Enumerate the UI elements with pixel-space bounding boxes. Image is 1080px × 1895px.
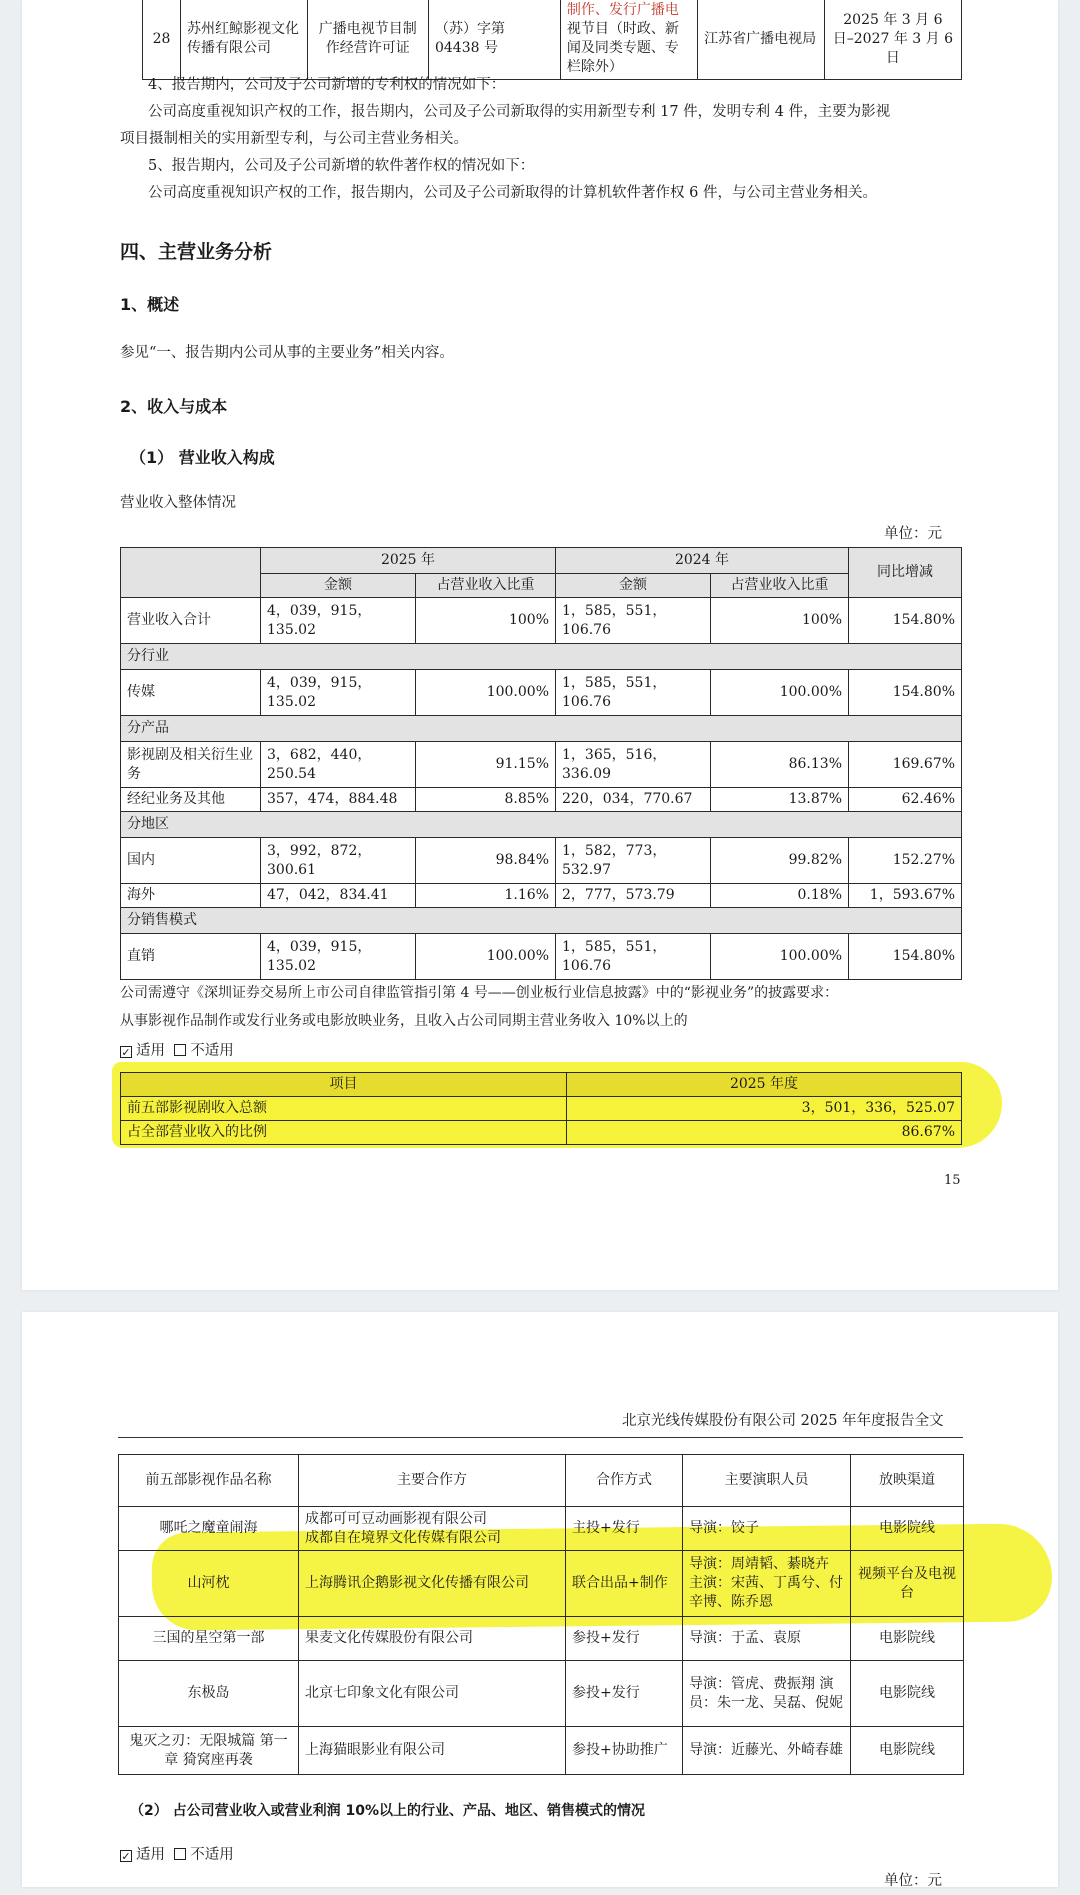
- table-row: [121, 788, 962, 812]
- running-header: 北京光线传媒股份有限公司 2025 年年度报告全文: [622, 1413, 944, 1429]
- table-row: [121, 934, 962, 980]
- row-label: 影视剧及相关衍生业务: [121, 742, 261, 788]
- ratio-2025: 91.15%: [416, 742, 556, 788]
- amount-2024: 1，585，551，106.76: [556, 934, 711, 980]
- section-region: 分地区: [121, 812, 962, 838]
- table-row: [119, 1727, 964, 1775]
- partner: 上海腾讯企鹅影视文化传播有限公司: [299, 1551, 566, 1617]
- film-name: 鬼灭之刃：无限城篇 第一章 猗窝座再袭: [119, 1727, 299, 1775]
- table-row: [119, 1661, 964, 1727]
- license-number: （苏）字第 04438 号: [428, 0, 560, 80]
- ratio-2025: 8.85%: [416, 788, 556, 812]
- report-page-16: [22, 1312, 1058, 1887]
- ratio-2025: 100.00%: [416, 670, 556, 716]
- income-heading: 2、收入与成本: [120, 397, 228, 416]
- amount-2024: 1，582，773，532.97: [556, 838, 711, 884]
- header-film-name: 前五部影视作品名称: [119, 1455, 299, 1507]
- unit-label: 单位：元: [884, 1873, 942, 1889]
- table-row: [121, 1097, 962, 1121]
- header-year: 2025 年度: [567, 1073, 962, 1097]
- table-row: [119, 1507, 964, 1551]
- header-yoy: 同比增减: [849, 548, 962, 598]
- ratio-2024: 100.00%: [711, 670, 849, 716]
- staff: 导演：管虎、费振翔 演员：朱一龙、吴磊、倪妮: [683, 1661, 851, 1727]
- yoy-change: 169.67%: [849, 742, 962, 788]
- unit-label: 单位：元: [884, 526, 942, 542]
- ratio-2024: 99.82%: [711, 838, 849, 884]
- cooperation-mode: 参投+协助推广: [566, 1727, 683, 1775]
- partner: 北京七印象文化有限公司: [299, 1661, 566, 1727]
- amount-2024: 1，365，516，336.09: [556, 742, 711, 788]
- section-industry: 分行业: [121, 644, 962, 670]
- amount-2025: 47，042，834.41: [261, 884, 416, 908]
- header-2024: 2024 年: [556, 548, 849, 574]
- table-row: [119, 1617, 964, 1661]
- partner-line-2: 成都自在境界文化传媒有限公司: [305, 1529, 501, 1546]
- table-row: [121, 598, 962, 644]
- not-applicable-label: 不适用: [190, 1847, 234, 1863]
- issuing-authority: 江苏省广播电视局: [698, 0, 825, 80]
- table-row: [121, 670, 962, 716]
- ratio-2025: 1.16%: [416, 884, 556, 908]
- company-name: 苏州红鲸影视文化传播有限公司: [180, 0, 307, 80]
- disclosure-line-2: 从事影视作品制作或发行业务或电影放映业务，且收入占公司同期主营业务收入 10%以上的: [120, 1013, 688, 1029]
- partner-line-1: 成都可可豆动画影视有限公司: [305, 1510, 487, 1527]
- row-label: 海外: [121, 884, 261, 908]
- staff: 导演：于孟、袁原: [683, 1617, 851, 1661]
- yoy-change: 154.80%: [849, 598, 962, 644]
- checked-box-icon[interactable]: ✓: [121, 1046, 131, 1059]
- section-heading: 四、主营业务分析: [120, 241, 273, 263]
- ratio-2025: 98.84%: [416, 838, 556, 884]
- subsection-heading: （2） 占公司营业收入或营业利润 10%以上的行业、产品、地区、销售模式的情况: [130, 1803, 645, 1819]
- row-value: 86.67%: [567, 1121, 962, 1145]
- overview-text: 参见“一、报告期内公司从事的主要业务”相关内容。: [120, 345, 454, 361]
- applicability-options: [120, 1038, 234, 1065]
- row-label: 占全部营业收入的比例: [121, 1121, 567, 1145]
- film-name: 哪吒之魔童闹海: [119, 1507, 299, 1551]
- business-scope: [560, 0, 697, 80]
- yoy-change: 154.80%: [849, 934, 962, 980]
- header-item: 项目: [121, 1073, 567, 1097]
- film-name: 三国的星空第一部: [119, 1617, 299, 1661]
- section-product: 分产品: [121, 716, 962, 742]
- row-label: 经纪业务及其他: [121, 788, 261, 812]
- table-row: [121, 742, 962, 788]
- disclosure-line-1: 公司需遵守《深圳证券交易所上市公司自律监管指引第 4 号——创业板行业信息披露》中的“影视业务”的披露要求：: [120, 985, 839, 1001]
- yoy-change: 62.46%: [849, 788, 962, 812]
- channel: 电影院线: [851, 1661, 964, 1727]
- patent-line-2: 项目摄制相关的实用新型专利，与公司主营业务相关。: [120, 131, 468, 147]
- page-number: 15: [944, 1173, 961, 1188]
- applicable-label: 适用: [136, 1847, 165, 1863]
- table-row: [121, 884, 962, 908]
- applicable-label: 适用: [136, 1043, 165, 1059]
- ratio-2024: 0.18%: [711, 884, 849, 908]
- amount-2024: 1，585，551，106.76: [556, 670, 711, 716]
- header-rule: [118, 1437, 963, 1438]
- amount-2025: 4，039，915，135.02: [261, 598, 416, 644]
- cooperation-mode: 主投+发行: [566, 1507, 683, 1551]
- patent-title: 4、报告期内，公司及子公司新增的专利权的情况如下：: [148, 77, 506, 93]
- cooperation-mode: 联合出品+制作: [566, 1551, 683, 1617]
- film-name: 东极岛: [119, 1661, 299, 1727]
- header-blank: [121, 548, 261, 598]
- header-partner: 主要合作方: [299, 1455, 566, 1507]
- amount-2024: 2，777，573.79: [556, 884, 711, 908]
- software-title: 5、报告期内，公司及子公司新增的软件著作权的情况如下：: [148, 158, 535, 174]
- row-label: 前五部影视剧收入总额: [121, 1097, 567, 1121]
- amount-2025: 3，682，440，250.54: [261, 742, 416, 788]
- report-page-15: [22, 0, 1058, 1290]
- table-row: [119, 1551, 964, 1617]
- ratio-2025: 100%: [416, 598, 556, 644]
- staff: 导演：近藤光、外崎春雄: [683, 1727, 851, 1775]
- ratio-2024: 13.87%: [711, 788, 849, 812]
- checked-box-icon[interactable]: ✓: [121, 1850, 131, 1863]
- header-amount-2024: 金额: [556, 574, 711, 598]
- partner: 果麦文化传媒股份有限公司: [299, 1617, 566, 1661]
- row-label: 传媒: [121, 670, 261, 716]
- business-scope-red: 制作、发行广播电: [566, 2, 679, 18]
- section-sales-mode: 分销售模式: [121, 908, 962, 934]
- amount-2024: 1，585，551，106.76: [556, 598, 711, 644]
- unchecked-box-icon[interactable]: [174, 1848, 186, 1860]
- ratio-2024: 100%: [711, 598, 849, 644]
- header-ratio-2024: 占营业收入比重: [711, 574, 849, 598]
- overview-heading: 1、概述: [120, 295, 180, 314]
- cooperation-mode: 参投+发行: [566, 1617, 683, 1661]
- amount-2024: 220，034，770.67: [556, 788, 711, 812]
- revenue-table: [120, 547, 962, 980]
- yoy-change: 152.27%: [849, 838, 962, 884]
- top5-films-table: [118, 1454, 964, 1775]
- license-table: [142, 0, 962, 80]
- film-name: 山河枕: [119, 1551, 299, 1617]
- table-row: [121, 838, 962, 884]
- channel: 视频平台及电视台: [851, 1551, 964, 1617]
- ratio-2025: 100.00%: [416, 934, 556, 980]
- revenue-composition-heading: （1） 营业收入构成: [130, 448, 275, 467]
- header-mode: 合作方式: [566, 1455, 683, 1507]
- header-amount-2025: 金额: [261, 574, 416, 598]
- table-row: [143, 0, 962, 80]
- yoy-change: 1，593.67%: [849, 884, 962, 908]
- header-ratio-2025: 占营业收入比重: [416, 574, 556, 598]
- partner: 上海猫眼影业有限公司: [299, 1727, 566, 1775]
- staff: 导演：饺子: [683, 1507, 851, 1551]
- row-value: 3，501，336，525.07: [567, 1097, 962, 1121]
- business-scope-text: 视节目（时政、新闻及同类专题、专栏除外）: [566, 21, 679, 75]
- amount-2025: 4，039，915，135.02: [261, 670, 416, 716]
- top5-summary-table: [120, 1072, 962, 1145]
- row-number: 28: [143, 0, 181, 80]
- header-2025: 2025 年: [261, 548, 556, 574]
- validity-period: 2025 年 3 月 6 日–2027 年 3 月 6 日: [824, 0, 961, 80]
- patent-line-1: 公司高度重视知识产权的工作，报告期内，公司及子公司新取得的实用新型专利 17 件，发明专利 4 件，主要为影视: [148, 104, 891, 120]
- cooperation-mode: 参投+发行: [566, 1661, 683, 1727]
- header-channel: 放映渠道: [851, 1455, 964, 1507]
- partner: [299, 1507, 566, 1551]
- ratio-2024: 86.13%: [711, 742, 849, 788]
- software-line-1: 公司高度重视知识产权的工作，报告期内，公司及子公司新取得的计算机软件著作权 6 件，与公司主营业务相关。: [148, 185, 877, 201]
- not-applicable-label: 不适用: [190, 1043, 234, 1059]
- yoy-change: 154.80%: [849, 670, 962, 716]
- ratio-2024: 100.00%: [711, 934, 849, 980]
- channel: 电影院线: [851, 1727, 964, 1775]
- applicability-options: [120, 1842, 234, 1869]
- license-name: 广播电视节目制作经营许可证: [307, 0, 428, 80]
- table-row: [121, 1121, 962, 1145]
- amount-2025: 3，992，872，300.61: [261, 838, 416, 884]
- amount-2025: 357，474，884.48: [261, 788, 416, 812]
- row-label: 营业收入合计: [121, 598, 261, 644]
- amount-2025: 4，039，915，135.02: [261, 934, 416, 980]
- row-label: 国内: [121, 838, 261, 884]
- channel: 电影院线: [851, 1617, 964, 1661]
- header-staff: 主要演职人员: [683, 1455, 851, 1507]
- unchecked-box-icon[interactable]: [174, 1044, 186, 1056]
- staff: 导演：周靖韬、綦晓卉 主演：宋茜、丁禹兮、付辛博、陈乔恩: [683, 1551, 851, 1617]
- table-caption: 营业收入整体情况: [120, 495, 236, 511]
- row-label: 直销: [121, 934, 261, 980]
- channel: 电影院线: [851, 1507, 964, 1551]
